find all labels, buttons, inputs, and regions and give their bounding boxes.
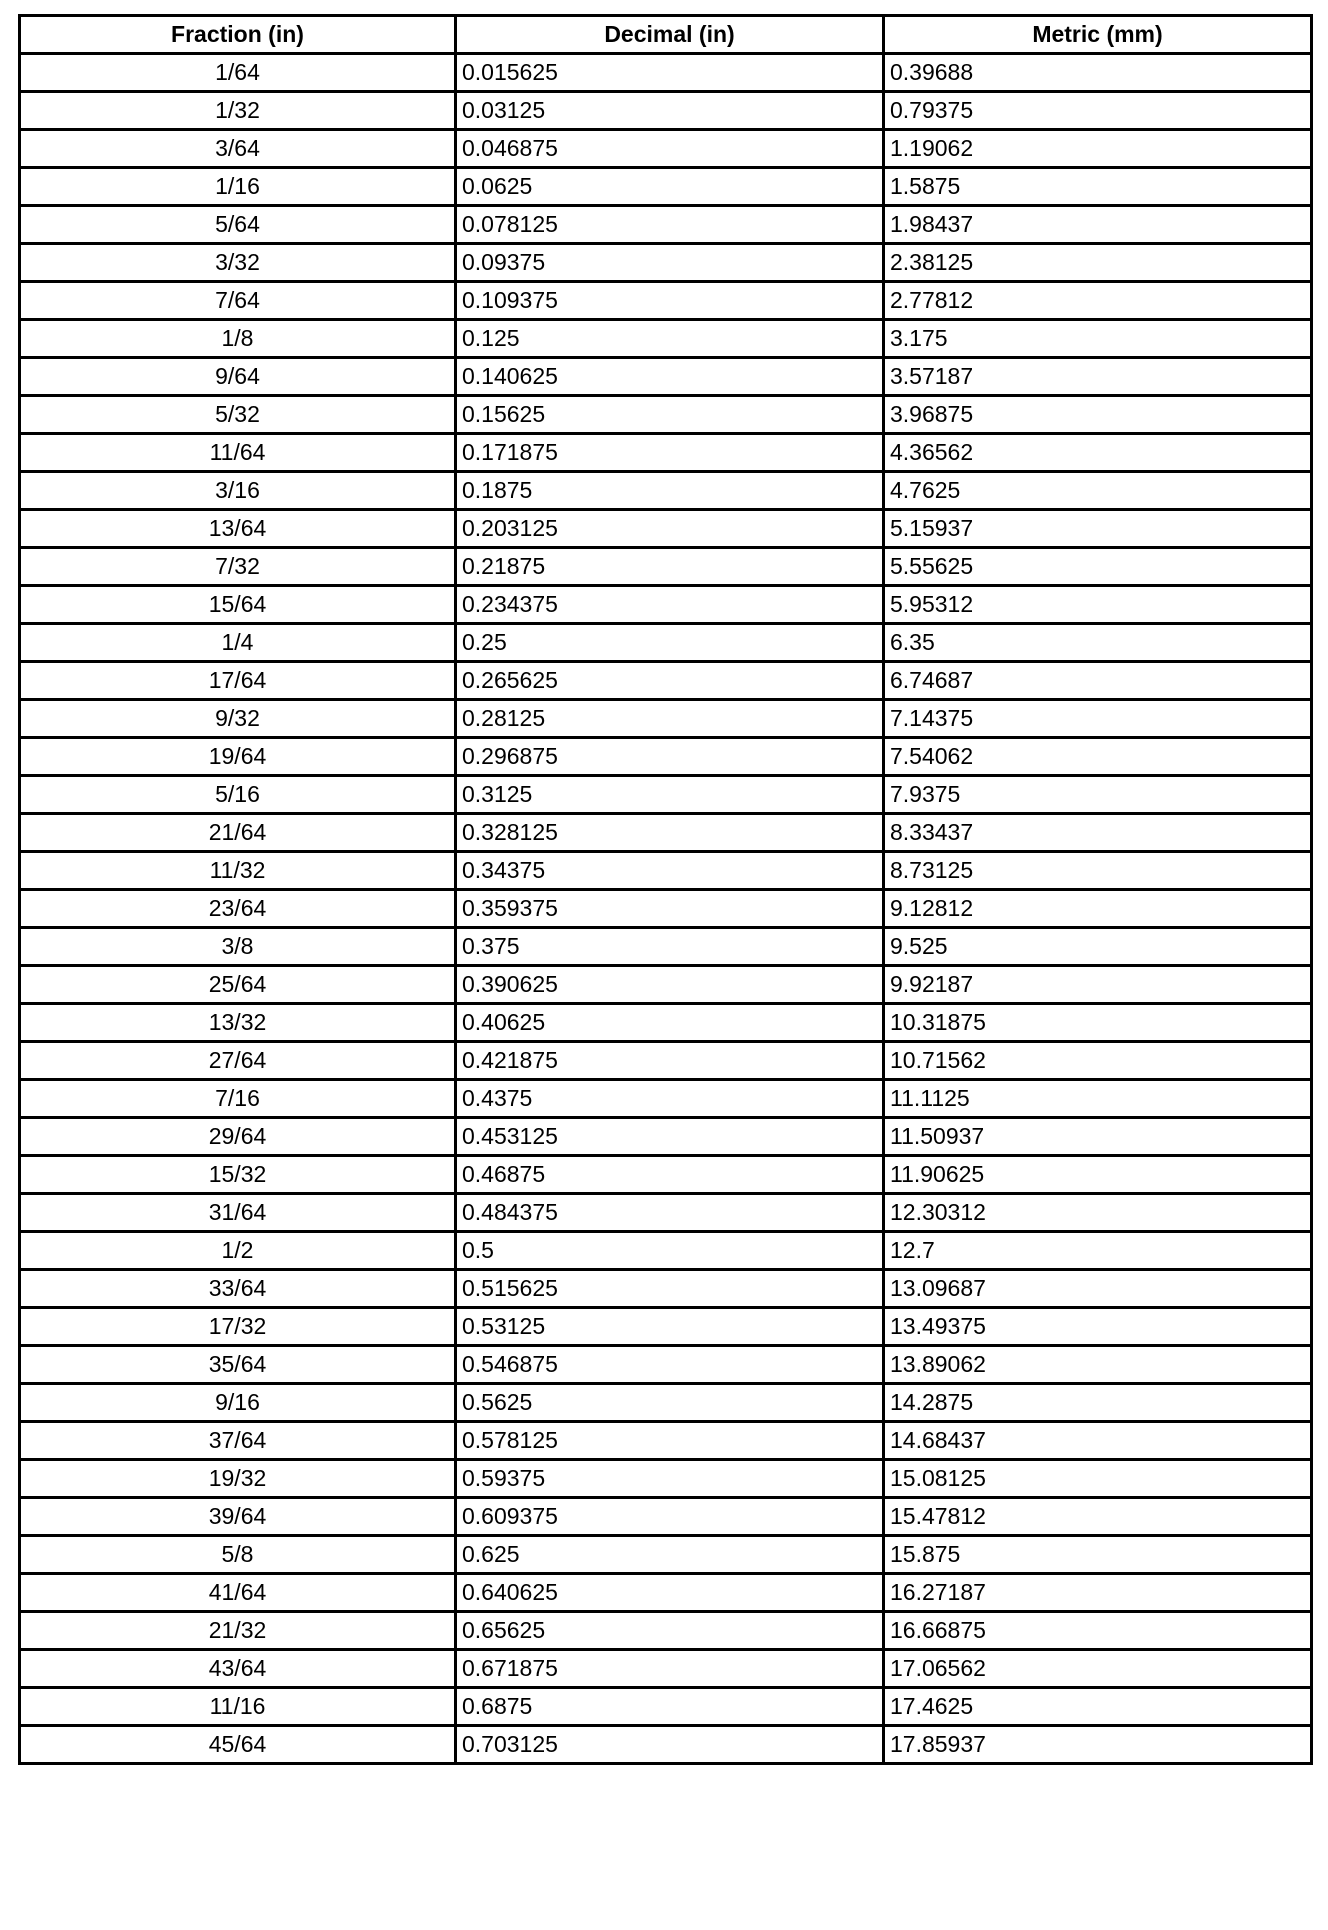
decimal-cell: 0.484375 — [456, 1194, 884, 1232]
decimal-cell: 0.703125 — [456, 1726, 884, 1764]
fraction-cell: 11/64 — [20, 434, 456, 472]
metric-cell: 13.89062 — [884, 1346, 1312, 1384]
fraction-cell: 9/16 — [20, 1384, 456, 1422]
metric-cell: 9.92187 — [884, 966, 1312, 1004]
table-row — [20, 1688, 1312, 1726]
table-row — [20, 396, 1312, 434]
decimal-cell: 0.046875 — [456, 130, 884, 168]
metric-cell: 1.19062 — [884, 130, 1312, 168]
fraction-cell: 3/16 — [20, 472, 456, 510]
decimal-cell: 0.34375 — [456, 852, 884, 890]
metric-cell: 1.98437 — [884, 206, 1312, 244]
decimal-cell: 0.359375 — [456, 890, 884, 928]
table-row — [20, 738, 1312, 776]
fraction-cell: 5/64 — [20, 206, 456, 244]
decimal-cell: 0.453125 — [456, 1118, 884, 1156]
fraction-cell: 5/8 — [20, 1536, 456, 1574]
fraction-cell: 5/16 — [20, 776, 456, 814]
metric-cell: 2.38125 — [884, 244, 1312, 282]
metric-cell: 14.2875 — [884, 1384, 1312, 1422]
fraction-cell: 19/32 — [20, 1460, 456, 1498]
table-row — [20, 472, 1312, 510]
table-row — [20, 1612, 1312, 1650]
metric-cell: 4.7625 — [884, 472, 1312, 510]
fraction-cell: 5/32 — [20, 396, 456, 434]
decimal-cell: 0.140625 — [456, 358, 884, 396]
metric-cell: 15.875 — [884, 1536, 1312, 1574]
decimal-cell: 0.21875 — [456, 548, 884, 586]
metric-cell: 8.33437 — [884, 814, 1312, 852]
metric-cell: 14.68437 — [884, 1422, 1312, 1460]
fraction-cell: 29/64 — [20, 1118, 456, 1156]
table-row — [20, 168, 1312, 206]
table-row — [20, 1308, 1312, 1346]
table-row — [20, 1004, 1312, 1042]
metric-cell: 17.4625 — [884, 1688, 1312, 1726]
fraction-cell: 3/64 — [20, 130, 456, 168]
table-row — [20, 358, 1312, 396]
decimal-cell: 0.59375 — [456, 1460, 884, 1498]
metric-cell: 11.90625 — [884, 1156, 1312, 1194]
fraction-cell: 19/64 — [20, 738, 456, 776]
table-row — [20, 92, 1312, 130]
table-row — [20, 434, 1312, 472]
fraction-cell: 35/64 — [20, 1346, 456, 1384]
fraction-cell: 43/64 — [20, 1650, 456, 1688]
table-row — [20, 1422, 1312, 1460]
table-row — [20, 320, 1312, 358]
decimal-cell: 0.65625 — [456, 1612, 884, 1650]
header-decimal: Decimal (in) — [456, 16, 884, 54]
metric-cell: 15.47812 — [884, 1498, 1312, 1536]
table-row — [20, 1384, 1312, 1422]
metric-cell: 6.74687 — [884, 662, 1312, 700]
conversion-table — [18, 14, 1313, 1765]
metric-cell: 17.06562 — [884, 1650, 1312, 1688]
table-row — [20, 586, 1312, 624]
table-row — [20, 1232, 1312, 1270]
fraction-cell: 39/64 — [20, 1498, 456, 1536]
table-row — [20, 624, 1312, 662]
metric-cell: 6.35 — [884, 624, 1312, 662]
metric-cell: 16.66875 — [884, 1612, 1312, 1650]
metric-cell: 7.9375 — [884, 776, 1312, 814]
metric-cell: 17.85937 — [884, 1726, 1312, 1764]
decimal-cell: 0.203125 — [456, 510, 884, 548]
metric-cell: 0.39688 — [884, 54, 1312, 92]
fraction-cell: 17/32 — [20, 1308, 456, 1346]
fraction-cell: 41/64 — [20, 1574, 456, 1612]
fraction-cell: 3/8 — [20, 928, 456, 966]
decimal-cell: 0.296875 — [456, 738, 884, 776]
table-body — [20, 54, 1312, 1764]
table-row — [20, 776, 1312, 814]
table-row — [20, 1042, 1312, 1080]
metric-cell: 5.15937 — [884, 510, 1312, 548]
table-row — [20, 510, 1312, 548]
fraction-cell: 9/32 — [20, 700, 456, 738]
fraction-cell: 1/8 — [20, 320, 456, 358]
decimal-cell: 0.28125 — [456, 700, 884, 738]
metric-cell: 9.12812 — [884, 890, 1312, 928]
decimal-cell: 0.03125 — [456, 92, 884, 130]
table-row — [20, 662, 1312, 700]
decimal-cell: 0.6875 — [456, 1688, 884, 1726]
decimal-cell: 0.375 — [456, 928, 884, 966]
decimal-cell: 0.0625 — [456, 168, 884, 206]
table-row — [20, 852, 1312, 890]
decimal-cell: 0.609375 — [456, 1498, 884, 1536]
decimal-cell: 0.328125 — [456, 814, 884, 852]
table-row — [20, 1574, 1312, 1612]
metric-cell: 7.54062 — [884, 738, 1312, 776]
metric-cell: 13.49375 — [884, 1308, 1312, 1346]
table-row — [20, 928, 1312, 966]
table-row — [20, 1460, 1312, 1498]
metric-cell: 10.71562 — [884, 1042, 1312, 1080]
decimal-cell: 0.109375 — [456, 282, 884, 320]
fraction-cell: 1/16 — [20, 168, 456, 206]
fraction-cell: 3/32 — [20, 244, 456, 282]
decimal-cell: 0.265625 — [456, 662, 884, 700]
decimal-cell: 0.015625 — [456, 54, 884, 92]
table-row — [20, 1726, 1312, 1764]
metric-cell: 3.96875 — [884, 396, 1312, 434]
table-row — [20, 1270, 1312, 1308]
fraction-cell: 13/32 — [20, 1004, 456, 1042]
fraction-cell: 13/64 — [20, 510, 456, 548]
decimal-cell: 0.578125 — [456, 1422, 884, 1460]
metric-cell: 15.08125 — [884, 1460, 1312, 1498]
metric-cell: 3.57187 — [884, 358, 1312, 396]
fraction-cell: 7/16 — [20, 1080, 456, 1118]
fraction-cell: 15/32 — [20, 1156, 456, 1194]
fraction-cell: 27/64 — [20, 1042, 456, 1080]
decimal-cell: 0.5 — [456, 1232, 884, 1270]
metric-cell: 12.30312 — [884, 1194, 1312, 1232]
table-row — [20, 1536, 1312, 1574]
decimal-cell: 0.421875 — [456, 1042, 884, 1080]
table-row — [20, 966, 1312, 1004]
table-row — [20, 244, 1312, 282]
fraction-cell: 7/32 — [20, 548, 456, 586]
decimal-cell: 0.25 — [456, 624, 884, 662]
table-row — [20, 1118, 1312, 1156]
table-row — [20, 1650, 1312, 1688]
fraction-cell: 21/64 — [20, 814, 456, 852]
metric-cell: 5.55625 — [884, 548, 1312, 586]
decimal-cell: 0.515625 — [456, 1270, 884, 1308]
metric-cell: 3.175 — [884, 320, 1312, 358]
fraction-cell: 37/64 — [20, 1422, 456, 1460]
decimal-cell: 0.546875 — [456, 1346, 884, 1384]
decimal-cell: 0.3125 — [456, 776, 884, 814]
metric-cell: 12.7 — [884, 1232, 1312, 1270]
table-row — [20, 282, 1312, 320]
fraction-cell: 23/64 — [20, 890, 456, 928]
metric-cell: 13.09687 — [884, 1270, 1312, 1308]
fraction-cell: 11/32 — [20, 852, 456, 890]
header-fraction: Fraction (in) — [20, 16, 456, 54]
metric-cell: 16.27187 — [884, 1574, 1312, 1612]
fraction-cell: 21/32 — [20, 1612, 456, 1650]
metric-cell: 2.77812 — [884, 282, 1312, 320]
table-row — [20, 1080, 1312, 1118]
fraction-cell: 9/64 — [20, 358, 456, 396]
decimal-cell: 0.5625 — [456, 1384, 884, 1422]
fraction-cell: 17/64 — [20, 662, 456, 700]
decimal-cell: 0.671875 — [456, 1650, 884, 1688]
decimal-cell: 0.234375 — [456, 586, 884, 624]
table-row — [20, 1498, 1312, 1536]
fraction-cell: 25/64 — [20, 966, 456, 1004]
fraction-cell: 11/16 — [20, 1688, 456, 1726]
decimal-cell: 0.625 — [456, 1536, 884, 1574]
header-row — [20, 16, 1312, 54]
fraction-cell: 15/64 — [20, 586, 456, 624]
decimal-cell: 0.125 — [456, 320, 884, 358]
metric-cell: 11.1125 — [884, 1080, 1312, 1118]
table-row — [20, 814, 1312, 852]
table-row — [20, 1194, 1312, 1232]
metric-cell: 11.50937 — [884, 1118, 1312, 1156]
table-row — [20, 206, 1312, 244]
decimal-cell: 0.40625 — [456, 1004, 884, 1042]
fraction-cell: 33/64 — [20, 1270, 456, 1308]
table-row — [20, 548, 1312, 586]
fraction-cell: 31/64 — [20, 1194, 456, 1232]
fraction-cell: 45/64 — [20, 1726, 456, 1764]
fraction-cell: 1/4 — [20, 624, 456, 662]
fraction-cell: 1/64 — [20, 54, 456, 92]
decimal-cell: 0.1875 — [456, 472, 884, 510]
decimal-cell: 0.4375 — [456, 1080, 884, 1118]
table-row — [20, 700, 1312, 738]
decimal-cell: 0.640625 — [456, 1574, 884, 1612]
fraction-cell: 1/32 — [20, 92, 456, 130]
decimal-cell: 0.15625 — [456, 396, 884, 434]
table-row — [20, 1346, 1312, 1384]
table-row — [20, 890, 1312, 928]
header-metric: Metric (mm) — [884, 16, 1312, 54]
metric-cell: 4.36562 — [884, 434, 1312, 472]
metric-cell: 10.31875 — [884, 1004, 1312, 1042]
fraction-cell: 1/2 — [20, 1232, 456, 1270]
decimal-cell: 0.53125 — [456, 1308, 884, 1346]
fraction-cell: 7/64 — [20, 282, 456, 320]
metric-cell: 7.14375 — [884, 700, 1312, 738]
metric-cell: 9.525 — [884, 928, 1312, 966]
table-row — [20, 54, 1312, 92]
metric-cell: 5.95312 — [884, 586, 1312, 624]
metric-cell: 1.5875 — [884, 168, 1312, 206]
decimal-cell: 0.390625 — [456, 966, 884, 1004]
metric-cell: 8.73125 — [884, 852, 1312, 890]
decimal-cell: 0.078125 — [456, 206, 884, 244]
table-row — [20, 130, 1312, 168]
decimal-cell: 0.09375 — [456, 244, 884, 282]
decimal-cell: 0.171875 — [456, 434, 884, 472]
decimal-cell: 0.46875 — [456, 1156, 884, 1194]
metric-cell: 0.79375 — [884, 92, 1312, 130]
table-row — [20, 1156, 1312, 1194]
